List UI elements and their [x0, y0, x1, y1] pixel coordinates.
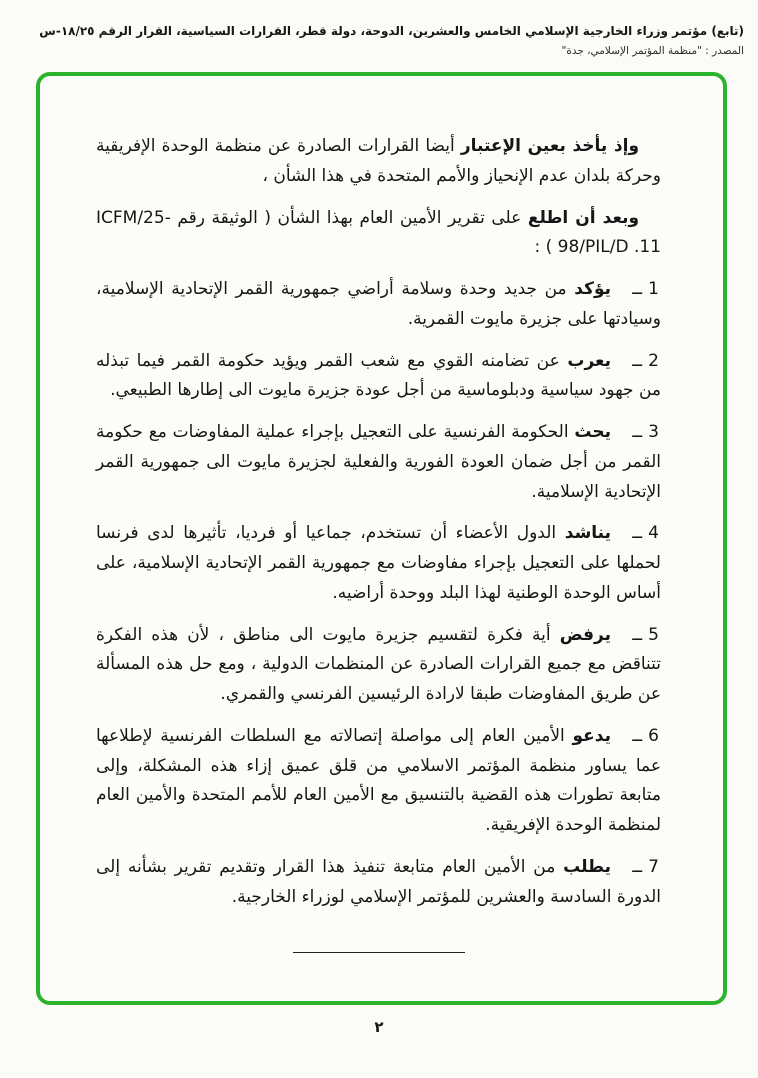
item-number — [632, 418, 659, 448]
document-frame — [36, 72, 727, 1005]
item-text: من جديد وحدة وسلامة أراضي جمهورية القمر الإتحادية الإسلامية، وسيادتها على جزيرة مايوت القمرية. — [96, 279, 661, 329]
header-citation: (تابع) مؤتمر وزراء الخارجية الإسلامي الخامس والعشرين، الدوحة، دولة قطر، القرارات السياسية، القرار الرقم ١٨/٢٥-س — [39, 24, 744, 38]
preamble-text: على تقرير الأمين العام بهذا الشأن ( الوثيقة رقم ICFM/25-98/PIL/D .11 ) : — [96, 207, 661, 258]
item-text: الأمين العام إلى مواصلة إتصالاته مع السلطات الفرنسية لإطلاعها عما يساور منظمة المؤتمر الاسلامي من قلق عميق إزاء هذه المشكلة، وإلى متابعة تطورات هذه القضية بالتنسيق مع الأمين العام للأمم المتحدة والأمين العام لمنظمة الوحدة الإفريقية. — [96, 725, 661, 835]
item-dash: ــ — [632, 523, 643, 544]
item-number — [632, 853, 659, 883]
item-dash: ــ — [632, 624, 643, 645]
item-lead: يرفض — [559, 624, 611, 645]
item-dash: ــ — [632, 856, 643, 877]
header-source: المصدر : "منظمة المؤتمر الإسلامي، جدة" — [561, 45, 744, 57]
item-number-value: 5 — [648, 624, 659, 645]
preamble-paragraph-1 — [96, 132, 661, 192]
item-number-value: 4 — [648, 523, 659, 544]
item-dash: ــ — [632, 725, 643, 746]
preamble-text: أيضا القرارات الصادرة عن منظمة الوحدة الإفريقية وحركة بلدان عدم الإنحياز والأمم المتحدة في هذا الشأن ، — [96, 136, 661, 186]
item-text: أية فكرة لتقسيم جزيرة مايوت الى مناطق ، لأن هذه الفكرة تتناقض مع جميع القرارات الصادرة عن المنظمات الدولية ، ومع حل هذه المسألة عن طريق المفاوضات طبقا لارادة الرئيسين الفرنسي والقمري. — [96, 624, 661, 704]
resolution-item-2 — [96, 347, 661, 407]
resolution-body — [40, 76, 723, 953]
item-dash: ــ — [632, 279, 643, 299]
item-text: من الأمين العام متابعة تنفيذ هذا القرار وتقديم تقرير بشأنه إلى الدورة السادسة والعشرين للمؤتمر الإسلامي لوزراء الخارجية. — [96, 856, 661, 907]
item-number-value: 3 — [648, 422, 659, 442]
item-lead: يناشد — [564, 523, 611, 544]
item-number — [632, 621, 659, 651]
item-text: الحكومة الفرنسية على التعجيل بإجراء عملية المفاوضات مع حكومة القمر من أجل ضمان العودة الفورية والفعلية لجزيرة مايوت الى جمهورية القمر الإتحادية الإسلامية. — [96, 422, 661, 502]
item-number-value: 1 — [648, 279, 659, 299]
resolution-item-7 — [96, 853, 661, 913]
document-header — [0, 0, 758, 57]
resolution-item-4 — [96, 519, 661, 608]
item-lead: يطلب — [563, 856, 611, 877]
page-number: ٢ — [374, 1018, 384, 1036]
page-footer — [0, 1017, 758, 1036]
preamble-lead: وإذ يأخذ بعين الإعتبار — [460, 136, 640, 156]
item-text: عن تضامنه القوي مع شعب القمر ويؤيد حكومة القمر فيما تبذله من جهود سياسية ودبلوماسية من أجل عودة جزيرة مايوت الى إطارها الطبيعي. — [96, 350, 661, 401]
resolution-item-6 — [96, 722, 661, 841]
item-number — [632, 275, 659, 305]
item-lead: يؤكد — [574, 279, 612, 299]
preamble-lead: وبعد أن اطلع — [527, 207, 640, 228]
item-number — [632, 347, 659, 377]
item-lead: يدعو — [572, 725, 611, 746]
item-number — [632, 519, 659, 549]
item-number-value: 6 — [648, 725, 659, 746]
item-text: الدول الأعضاء أن تستخدم، جماعيا أو فرديا، تأثيرها لدى فرنسا لحملها على التعجيل بإجراء مفاوضات مع جمهورية القمر الإتحادية الإسلامية، على أساس الوحدة الوطنية لهذا البلد ووحدة أراضيه. — [96, 523, 661, 603]
item-dash: ــ — [632, 350, 643, 371]
resolution-item-3 — [96, 418, 661, 507]
resolution-item-5 — [96, 621, 661, 710]
item-number — [632, 722, 659, 752]
item-number-value: 2 — [648, 350, 659, 371]
item-lead: يحث — [574, 422, 611, 442]
item-dash: ــ — [632, 422, 643, 442]
separator-line — [293, 952, 465, 953]
item-number-value: 7 — [648, 856, 659, 877]
item-lead: يعرب — [567, 350, 611, 371]
resolution-item-1 — [96, 275, 661, 335]
preamble-paragraph-2 — [96, 204, 661, 264]
